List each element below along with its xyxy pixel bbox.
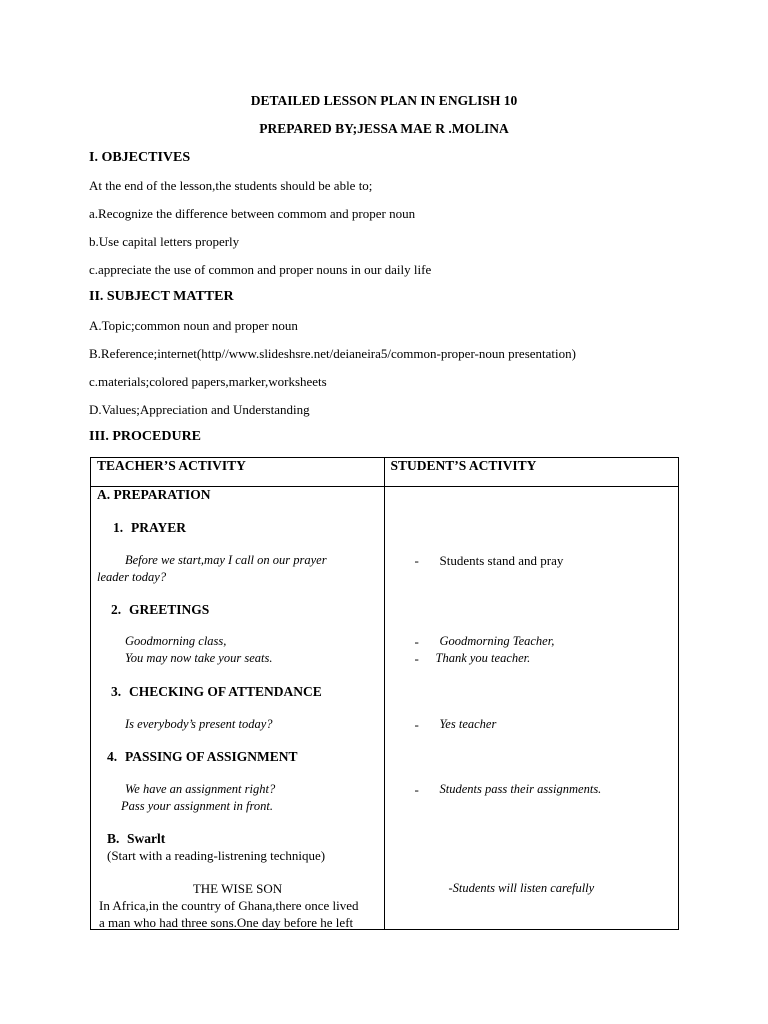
swarlt-heading: Swarlt [127, 831, 166, 846]
bullet-dash: - [414, 782, 419, 797]
prayer-line: leader today? [97, 570, 167, 584]
teacher-column-header-cell [91, 458, 385, 487]
prayer-number: 1. [113, 520, 124, 535]
objective-item: b.Use capital letters properly [89, 234, 240, 249]
bullet-dash: - [414, 717, 419, 732]
student-column-header: STUDENT’S ACTIVITY [390, 458, 537, 473]
teacher-activity-cell [91, 487, 385, 930]
student-response-greet: Goodmorning Teacher, [439, 634, 555, 648]
procedure-heading: III. PROCEDURE [89, 429, 202, 444]
teacher-column-header: TEACHER’S ACTIVITY [97, 458, 246, 473]
objective-item: c.appreciate the use of common and proper nouns in our daily life [89, 262, 432, 277]
student-response-present: Yes teacher [439, 717, 497, 731]
story-title: THE WISE SON [192, 881, 283, 896]
assignment-heading: PASSING OF ASSIGNMENT [125, 749, 298, 764]
story-line: In Africa,in the country of Ghana,there once lived [99, 898, 359, 913]
document-title: DETAILED LESSON PLAN IN ENGLISH 10 [250, 93, 518, 108]
student-response-pass: Students pass their assignments. [439, 782, 602, 796]
greetings-line: You may now take your seats. [125, 651, 273, 665]
subject-item-topic: A.Topic;common noun and proper noun [89, 318, 298, 333]
student-activity-cell [384, 487, 679, 930]
subject-item-materials: c.materials;colored papers,marker,worksheets [89, 374, 327, 389]
assignment-number: 4. [107, 749, 118, 764]
student-response-pray: Students stand and pray [439, 553, 564, 568]
subject-matter-heading: II. SUBJECT MATTER [89, 289, 234, 304]
attendance-heading: CHECKING OF ATTENDANCE [129, 684, 322, 699]
objectives-intro: At the end of the lesson,the students should be able to; [89, 178, 373, 193]
greetings-number: 2. [111, 602, 122, 617]
subject-item-reference: B.Reference;internet(http//www.slideshsre.net/deianeira5/common-proper-noun presentation) [89, 346, 576, 361]
bullet-dash: - [414, 651, 419, 666]
greetings-heading: GREETINGS [129, 602, 210, 617]
prayer-heading: PRAYER [131, 520, 187, 535]
student-response-listen: -Students will listen carefully [448, 881, 595, 895]
assignment-line: We have an assignment right? [125, 782, 276, 796]
assignment-line: Pass your assignment in front. [121, 799, 273, 813]
preparation-heading: A. PREPARATION [97, 487, 211, 502]
greetings-line: Goodmorning class, [125, 634, 227, 648]
bullet-dash: - [414, 634, 419, 649]
objective-item: a.Recognize the difference between commom and proper noun [89, 206, 416, 221]
subject-item-values: D.Values;Appreciation and Understanding [89, 402, 310, 417]
student-column-header-cell [384, 458, 679, 487]
attendance-line: Is everybody’s present today? [125, 717, 273, 731]
attendance-number: 3. [111, 684, 122, 699]
objectives-heading: I. OBJECTIVES [89, 150, 191, 165]
story-line: a man who had three sons.One day before he left [99, 915, 354, 930]
prepared-by: PREPARED BY;JESSA MAE R .MOLINA [259, 121, 509, 136]
student-response-thanks: Thank you teacher. [435, 651, 531, 665]
swarlt-number: B. [107, 831, 120, 846]
prayer-line: Before we start,may I call on our prayer [125, 553, 327, 567]
procedure-table [90, 457, 679, 930]
bullet-dash: - [414, 553, 419, 568]
swarlt-note: (Start with a reading-listrening technique) [107, 848, 326, 863]
